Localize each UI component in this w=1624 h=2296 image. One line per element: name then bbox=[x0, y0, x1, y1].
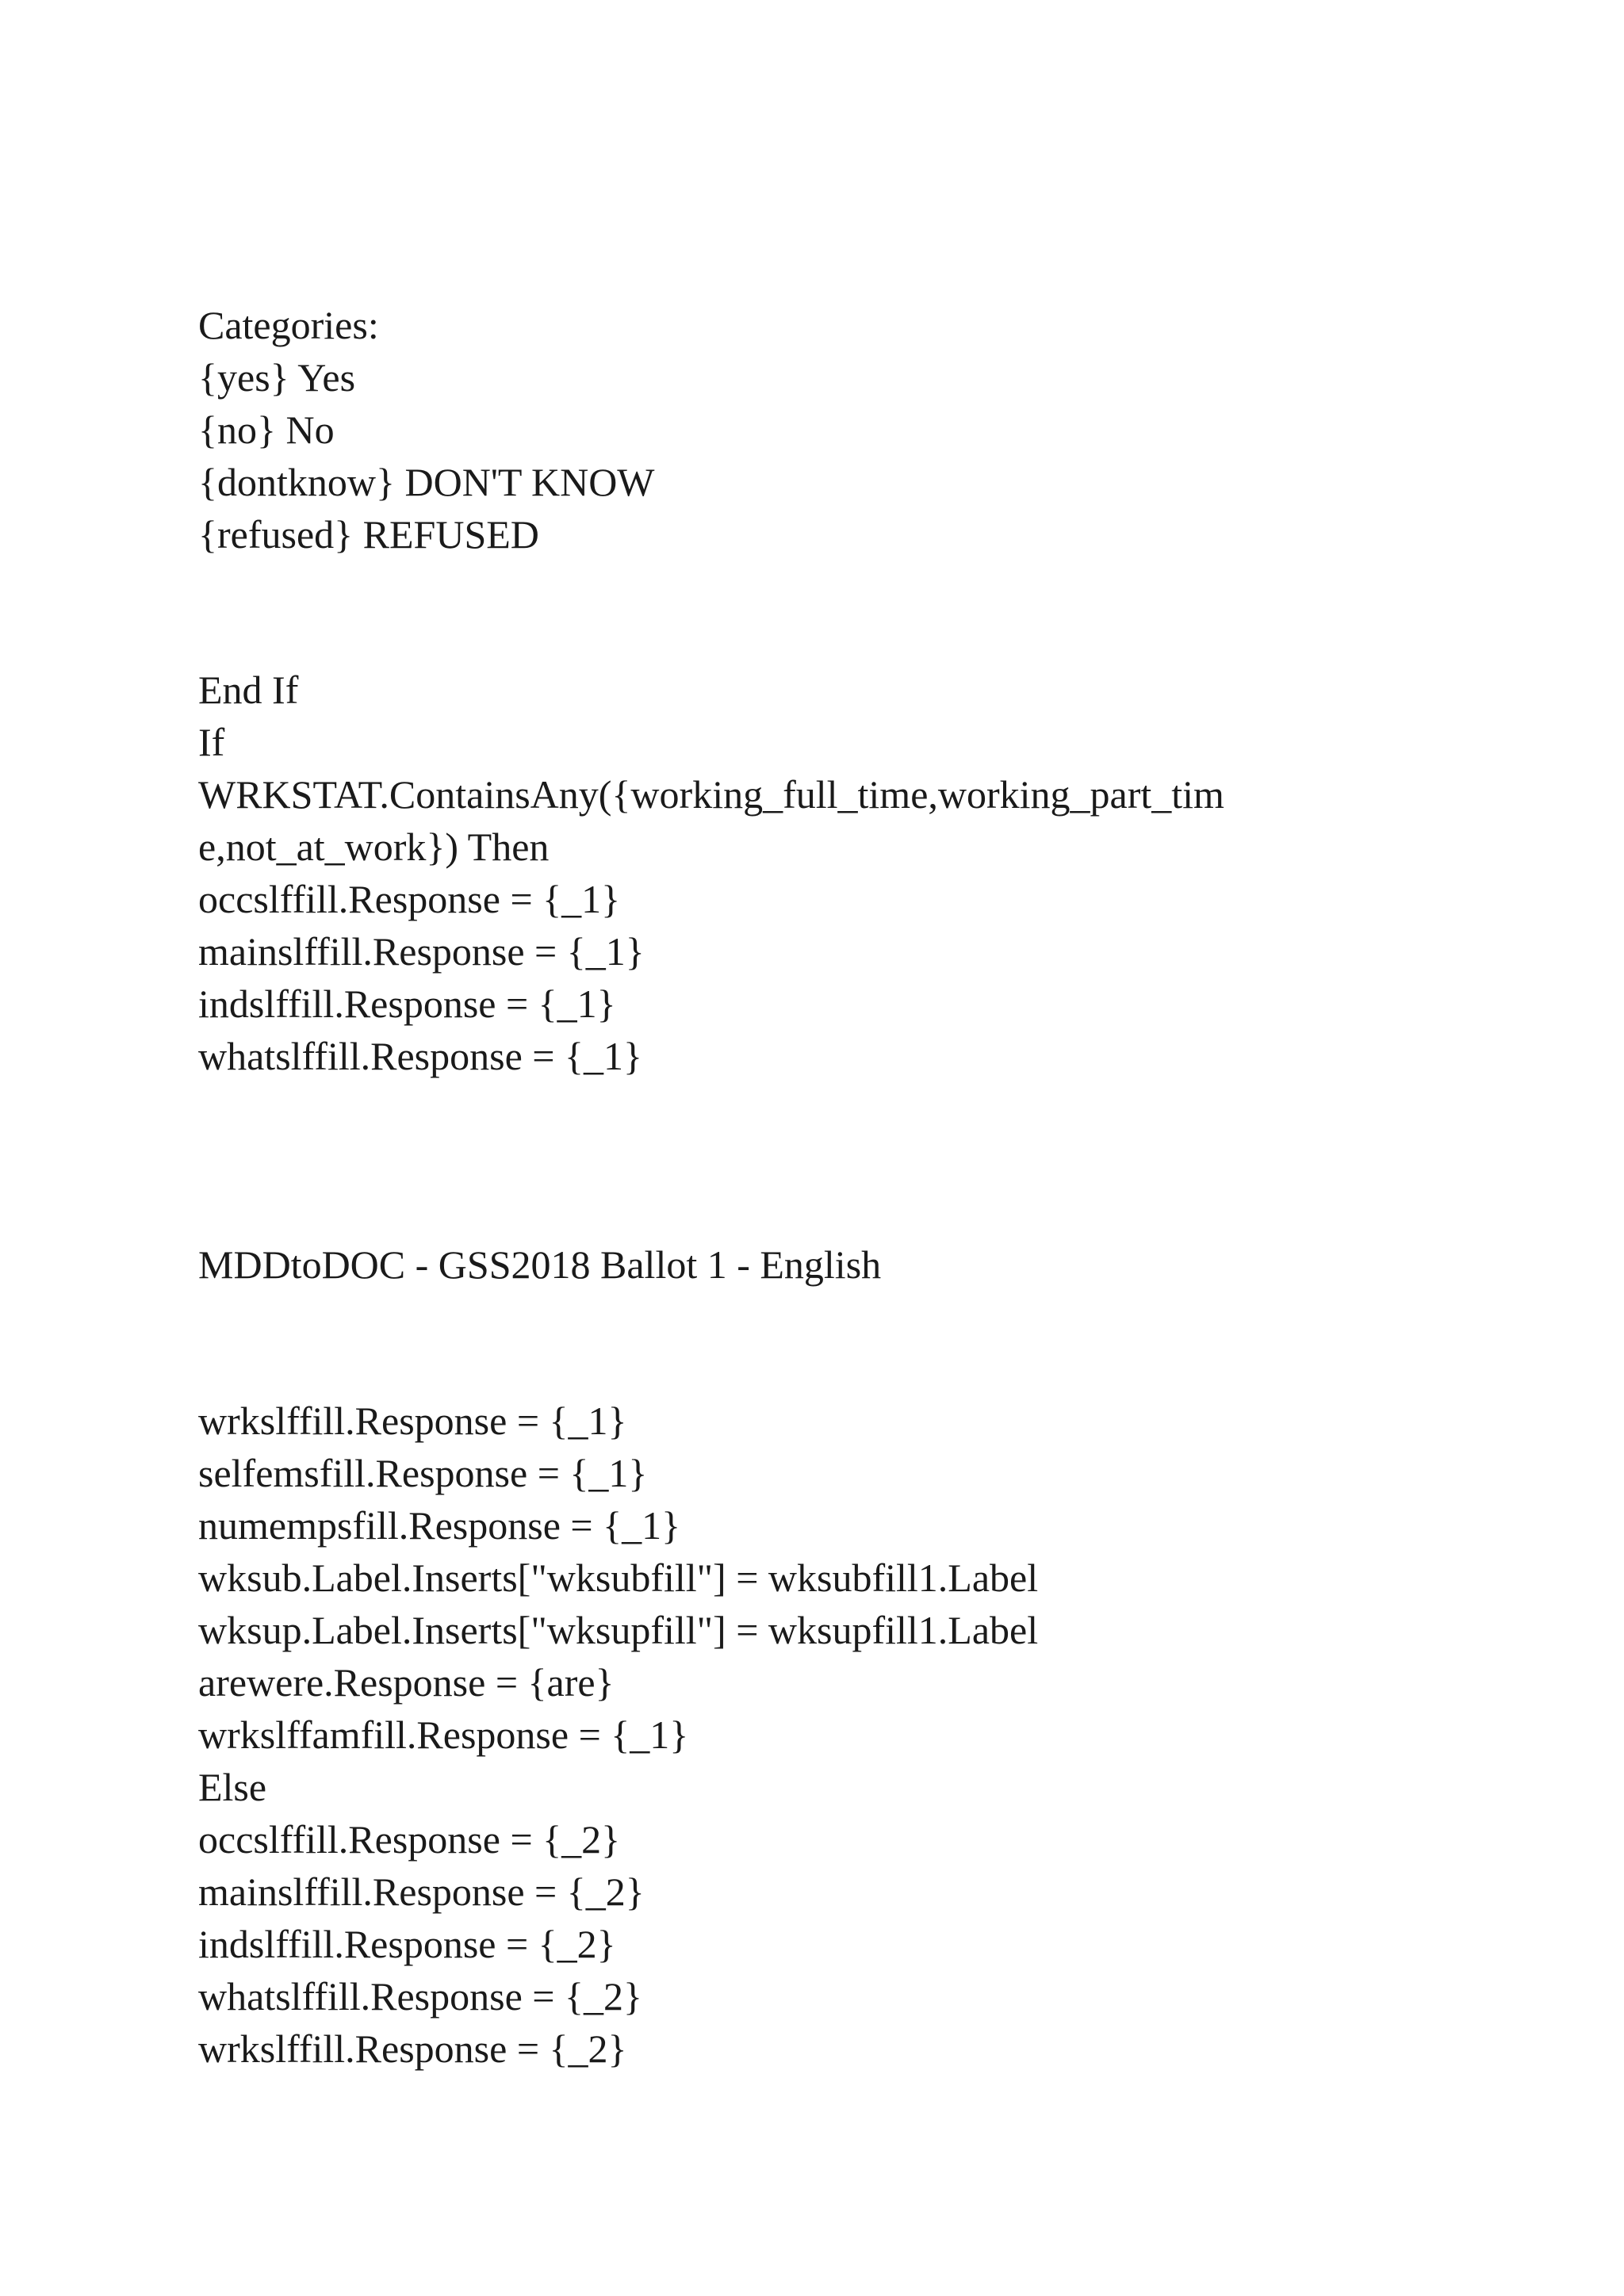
categories-heading: Categories: bbox=[198, 303, 379, 347]
code-line-else: Else bbox=[198, 1765, 267, 1809]
code-line: wrkslffill.Response = {_2} bbox=[198, 2026, 627, 2071]
code-line: arewere.Response = {are} bbox=[198, 1660, 615, 1705]
code-line: mainslffill.Response = {_1} bbox=[198, 929, 645, 974]
code-line: indslffill.Response = {_1} bbox=[198, 982, 616, 1026]
code-line: selfemsfill.Response = {_1} bbox=[198, 1451, 648, 1495]
category-no: {no} No bbox=[198, 408, 335, 452]
code-line-end-if: End If bbox=[198, 668, 299, 712]
code-line: occslffill.Response = {_2} bbox=[198, 1817, 621, 1862]
code-line-condition-cont: e,not_at_work}) Then bbox=[198, 825, 550, 869]
code-line: whatslffill.Response = {_2} bbox=[198, 1974, 642, 2019]
code-line: wksup.Label.Inserts["wksupfill"] = wksupfill1.Label bbox=[198, 1608, 1039, 1652]
code-line: wrkslffill.Response = {_1} bbox=[198, 1399, 627, 1443]
code-line: indslffill.Response = {_2} bbox=[198, 1922, 616, 1966]
code-line: occslffill.Response = {_1} bbox=[198, 877, 621, 921]
code-line: wksub.Label.Inserts["wksubfill"] = wksubfill1.Label bbox=[198, 1556, 1039, 1600]
code-line-if: If bbox=[198, 720, 225, 764]
code-line: whatslffill.Response = {_1} bbox=[198, 1034, 642, 1078]
code-line: numempsfill.Response = {_1} bbox=[198, 1503, 681, 1548]
code-line: mainslffill.Response = {_2} bbox=[198, 1869, 645, 1914]
code-line-condition: WRKSTAT.ContainsAny({working_full_time,working_part_tim bbox=[198, 772, 1224, 817]
category-dontknow: {dontknow} DON'T KNOW bbox=[198, 460, 655, 504]
page-footer: MDDtoDOC - GSS2018 Ballot 1 - English bbox=[198, 1242, 882, 1287]
code-line: wrkslffamfill.Response = {_1} bbox=[198, 1712, 689, 1757]
category-yes: {yes} Yes bbox=[198, 355, 356, 400]
category-refused: {refused} REFUSED bbox=[198, 512, 539, 557]
